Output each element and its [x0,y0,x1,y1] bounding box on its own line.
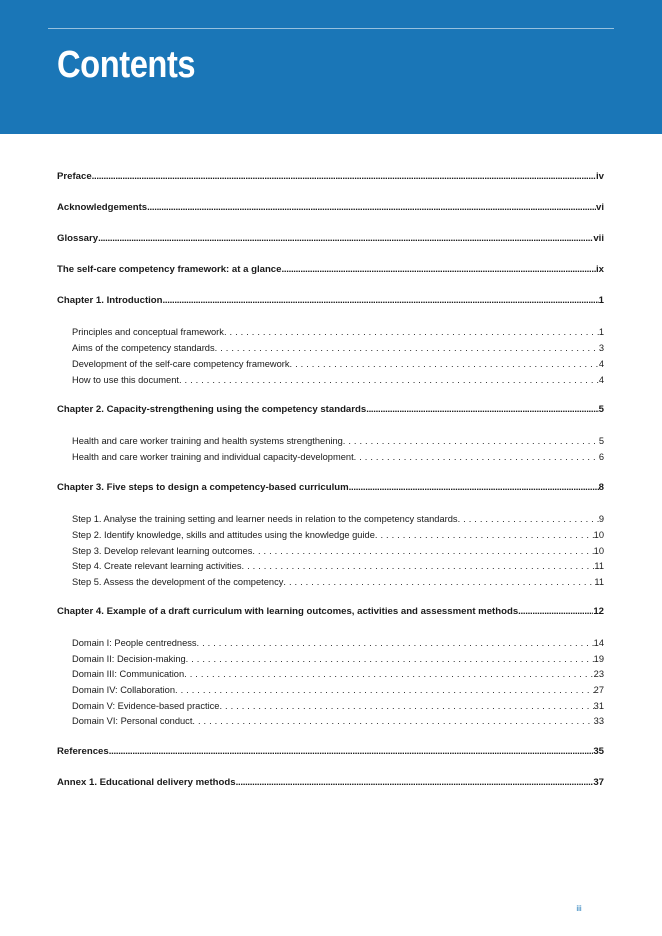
toc-subentry[interactable] [72,374,604,386]
dot-leader [283,576,594,588]
header-divider [48,28,614,29]
dot-leader [252,545,593,557]
toc-subentry-label: Step 5. Assess the development of the competency [72,577,284,587]
toc-subentry-page: 31 [593,701,604,711]
page-title: Contents [57,44,196,86]
toc-entry-label: Chapter 4. Example of a draft curriculum with learning outcomes, activities and assessment methods [57,606,519,617]
toc-entry-annex-1[interactable] [57,777,604,789]
toc-subentry-label: Step 3. Develop relevant learning outcomes [72,546,253,556]
toc-subentry-label: Domain I: People centredness [72,638,197,648]
toc-subentry-label: Step 2. Identify knowledge, skills and attitudes using the knowledge guide [72,530,375,540]
dot-leader [375,529,594,541]
toc-entry-page: iv [595,171,604,182]
dot-leader [224,326,599,338]
toc-entry-label: Glossary [57,233,99,244]
toc-subentry-label: Health and care worker training and health systems strengthening [72,436,343,446]
toc-entry-chapter-3[interactable] [57,482,604,494]
toc-subentry[interactable] [72,700,604,712]
dot-leader [147,202,596,214]
dot-leader [366,404,598,416]
toc-subentry-page: 9 [598,514,604,524]
toc-entry-references[interactable] [57,746,604,758]
dot-leader [92,171,596,183]
dot-leader [219,700,593,712]
toc-subentry-page: 19 [593,654,604,664]
toc-subentry-label: Domain VI: Personal conduct [72,716,193,726]
toc-subentry-page: 6 [598,452,604,462]
toc-entry-acknowledgements[interactable] [57,202,604,214]
dot-leader [518,606,593,618]
dot-leader [236,777,594,789]
dot-leader [175,684,594,696]
toc-subentry-label: Principles and conceptual framework [72,327,224,337]
toc-entry-page: 8 [598,482,604,493]
toc-subentry[interactable] [72,326,604,338]
toc-subentry[interactable] [72,342,604,354]
toc-entry-chapter-4[interactable] [57,606,604,618]
toc-subentry[interactable] [72,545,604,557]
toc-subentry[interactable] [72,435,604,447]
toc-subentry-label: Domain IV: Collaboration [72,685,176,695]
toc-entry-page: 37 [593,777,604,788]
toc-subentry[interactable] [72,668,604,680]
dot-leader [98,233,593,245]
toc-entry-label: References [57,746,109,757]
toc-entry-page: vi [595,202,604,213]
dot-leader [354,451,599,463]
toc-subentry-page: 1 [598,327,604,337]
dot-leader [343,435,599,447]
toc-subentry[interactable] [72,451,604,463]
page-number: iii [576,904,582,913]
toc-subentry-label: Development of the self-care competency framework [72,359,290,369]
toc-subentry[interactable] [72,560,604,572]
toc-entry-chapter-1[interactable] [57,295,604,307]
toc-entry-page: 5 [598,404,604,415]
toc-subentry-label: Health and care worker training and individual capacity-development [72,452,354,462]
toc-subentry[interactable] [72,529,604,541]
toc-subentry-page: 4 [598,359,604,369]
dot-leader [197,637,594,649]
toc-subentry-page: 5 [598,436,604,446]
toc-entry-page: vii [593,233,604,244]
toc-entry-label: Chapter 1. Introduction [57,295,163,306]
toc-entry-label: Preface [57,171,92,182]
toc-entry-label: The self-care competency framework: at a glance [57,264,282,275]
toc-entry-preface[interactable] [57,171,604,183]
dot-leader [349,482,599,494]
dot-leader [109,746,594,758]
toc-entry-page: 12 [593,606,604,617]
toc-entry-label: Chapter 2. Capacity-strengthening using the competency standards [57,404,367,415]
toc-entry-label: Annex 1. Educational delivery methods [57,777,236,788]
contents-header-banner [0,0,662,134]
toc-entry-glossary[interactable] [57,233,604,245]
toc-subentry[interactable] [72,637,604,649]
dot-leader [458,513,599,525]
toc-subentry-page: 14 [593,638,604,648]
toc-subentry[interactable] [72,684,604,696]
toc-subentry-label: Step 4. Create relevant learning activities [72,561,242,571]
toc-subentry[interactable] [72,513,604,525]
toc-entry-label: Chapter 3. Five steps to design a competency-based curriculum [57,482,349,493]
toc-entry-page: 35 [593,746,604,757]
dot-leader [290,358,599,370]
toc-subentry[interactable] [72,715,604,727]
toc-subentry-page: 11 [594,577,604,587]
dot-leader [163,295,599,307]
toc-subentry-page: 4 [598,375,604,385]
toc-subentry-page: 3 [598,343,604,353]
toc-subentry[interactable] [72,653,604,665]
toc-subentry-page: 11 [594,561,604,571]
toc-subentry[interactable] [72,358,604,370]
toc-entry-label: Acknowledgements [57,202,148,213]
dot-leader [192,715,593,727]
dot-leader [215,342,599,354]
toc-subentry-page: 10 [593,546,604,556]
toc-subentry-label: How to use this document [72,375,179,385]
dot-leader [179,374,599,386]
toc-subentry[interactable] [72,576,604,588]
toc-entry-at-a-glance[interactable] [57,264,604,276]
toc-subentry-page: 10 [593,530,604,540]
toc-subentry-page: 23 [593,669,604,679]
toc-entry-page: ix [595,264,604,275]
toc-subentry-page: 33 [593,716,604,726]
dot-leader [242,560,595,572]
toc-subentry-label: Aims of the competency standards [72,343,215,353]
toc-entry-page: 1 [598,295,604,306]
dot-leader [186,653,594,665]
toc-subentry-label: Step 1. Analyse the training setting and learner needs in relation to the competency standards [72,514,458,524]
toc-entry-chapter-2[interactable] [57,404,604,416]
dot-leader [184,668,594,680]
toc-subentry-label: Domain II: Decision-making [72,654,186,664]
toc-subentry-label: Domain V: Evidence-based practice [72,701,220,711]
toc-subentry-page: 27 [593,685,604,695]
toc-subentry-label: Domain III: Communication [72,669,185,679]
dot-leader [281,264,596,276]
